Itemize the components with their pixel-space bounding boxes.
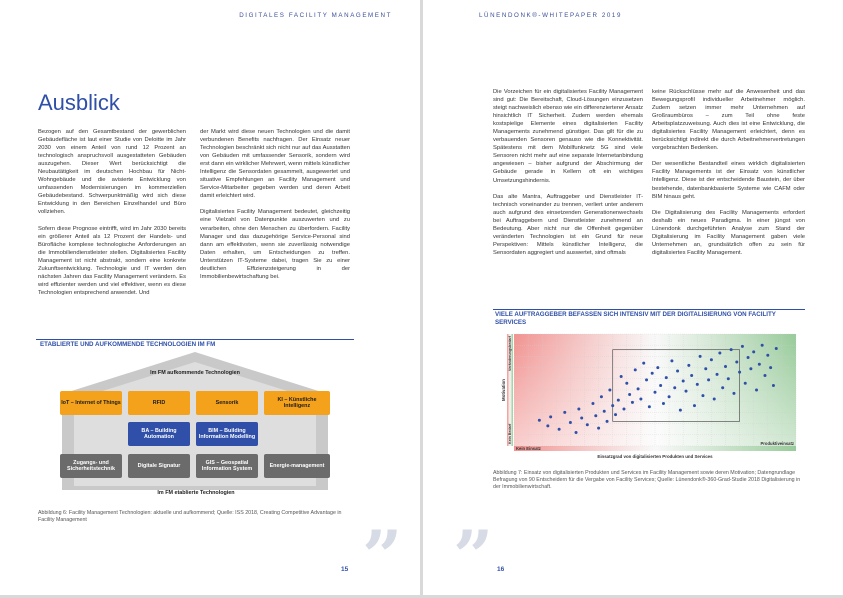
data-point: [606, 420, 609, 423]
data-point: [741, 345, 744, 348]
tech-box-energie: Energie-management: [264, 454, 330, 478]
figure-caption: Abbildung 6: Facility Management Technologien: aktuelle und aufkommend; Quelle: ISS 2018, Creating Competitive Advantage in Facility Management: [38, 510, 342, 523]
data-point: [761, 344, 764, 347]
page-title: Ausblick: [38, 90, 120, 115]
data-point: [701, 394, 704, 397]
running-head-left: DIGITALES FACILITY MANAGEMENT: [239, 12, 392, 19]
data-point: [591, 402, 594, 405]
data-point: [622, 408, 625, 411]
data-point: [645, 378, 648, 381]
data-point: [642, 362, 645, 365]
data-point: [758, 363, 761, 366]
data-point: [656, 366, 659, 369]
tech-box-signatur: Digitale Signatur: [128, 454, 190, 478]
paragraph: der Markt wird diese neuen Technologien und die damit verbundenen Benefits nachfragen. Der Einsatz neuer Technologien beschränkt sich nicht nur auf das Ausstatten von Gebäuden mit umfassender Sensorik, sondern wird erst dann ein wirklicher Mehrwert, wenn mittels künstlicher Intelligenz die Sensordaten gesammelt, ausgewertet und situative Empfehlungen an Facility Management und Service-Mitarbeiter gegeben werden und deren Arbeit damit erleichtert wird.: [200, 129, 350, 200]
data-point: [662, 402, 665, 405]
data-point: [682, 380, 685, 383]
data-point: [716, 373, 719, 376]
tech-box-sensorik: Sensorik: [196, 391, 258, 415]
tech-box-rfid: RFID: [128, 391, 190, 415]
x-start-label: Kein Einsatz: [516, 446, 541, 451]
data-point: [670, 359, 673, 362]
data-point: [617, 399, 620, 402]
data-point: [639, 397, 642, 400]
y-top-label: Veränderungsbedarf: [508, 336, 512, 371]
data-point: [611, 404, 614, 407]
data-point: [763, 374, 766, 377]
tech-box-zugang: Zugangs- und Sicherheitstechnik: [60, 454, 122, 478]
data-point: [628, 393, 631, 396]
data-point: [659, 384, 662, 387]
data-point: [735, 361, 738, 364]
paragraph: Sofern diese Prognose eintrifft, wird im Jahr 2030 bereits ein größerer Anteil als 12 Prozent der Handels- und Bürofläche komplexe technologische Anforderungen an die Immobiliendienstleister stellen. Digitalisiertes Facility Management ist nicht abstrakt, sondern eine konkrete Zukunftsentwicklung. Technologie und IT werden den nächsten Jahren das Facility Management verändern. Es wird effizienter werden und viel effektiver, wenn es diese Technologien entsprechend anwendet. Und: [38, 225, 186, 296]
right-page: [423, 0, 843, 598]
paragraph: Die Vorzeichen für ein digitalisiertes Facility Management sind gut: Die Bereitschaft, Cloud-Lösungen einzusetzen steigt nachweislich ebenso wie ein differenzierterer Ansatz hinsichtlich IT Sicherheit. Zudem werden ehemals kostspielige Elemente eines digitalisierten Facility Managements zunehmend günstiger. Das gilt für die zu verbauenden Sensoren genauso wie die Konnektivität. Spätestens mit dem Mobilfunknetz 5G sind viele Sensoren nicht mehr auf eine separate Internetanbindung angewiesen – bisher aufgrund der Abschirmung der Gebäude gerade in Kellern oft ein wichtiges Umsetzungshindernis.: [493, 89, 643, 184]
data-point: [679, 409, 682, 412]
data-point: [594, 414, 597, 417]
data-point: [546, 424, 549, 427]
data-point: [744, 382, 747, 385]
left-page: [0, 0, 420, 598]
paragraph: Der wesentliche Bestandteil eines wirklich digitalisierten Facility Managements ist der Einsatz von künstlicher Intelligenz. Diese ist der entscheidende Baustein, der über bestehende, datenbankbasierte Systeme wie CAFM oder BIM hinaus geht.: [652, 161, 805, 200]
data-point: [687, 364, 690, 367]
data-point: [586, 423, 589, 426]
data-point: [580, 417, 583, 420]
data-point: [608, 389, 611, 392]
data-point: [693, 404, 696, 407]
data-point: [637, 387, 640, 390]
data-point: [620, 375, 623, 378]
scatter-chart: [500, 332, 800, 462]
left-column-1: [38, 128, 186, 305]
figure-caption: Abbildung 7: Einsatz von digitalisierten Produkten und Services im Facility Management sowie deren Motivation; Datengrundlage Befragung von 90 Entscheidern für die Vergabe von Facility Services; Quelle: Lünendonk®-360-Grad-Studie 2018 Digitalisierung in der Immobilienwirtschaft.: [493, 470, 801, 490]
data-point: [766, 354, 769, 357]
right-column-1: [493, 88, 643, 265]
data-point: [747, 356, 750, 359]
data-point: [600, 395, 603, 398]
tech-box-gis: GIS – Geospatial Information System: [196, 454, 258, 478]
data-point: [727, 377, 730, 380]
x-axis-label: Einsatzgrad von digitalisierten Produkten und Services: [597, 454, 713, 459]
data-point: [569, 421, 572, 424]
tech-box-bim: BIM – Building Information Modelling: [196, 422, 258, 446]
tech-box-iot: IoT – Internet of Things: [60, 391, 122, 415]
data-point: [755, 389, 758, 392]
data-point: [603, 410, 606, 413]
technology-house-diagram: [36, 350, 354, 500]
data-point: [614, 413, 617, 416]
paragraph: Die Digitalisierung des Facility Managements erfordert deshalb ein neues Paradigma. In einer jüngst von Lünendonk durchgeführten Analyse zum Stand der Digitalisierung im Facility Management gaben viele Unternehmen an, grundsätzlich offen zu sein für digitalisiertes Facility Management.: [652, 209, 805, 256]
running-head-right: LÜNENDONK®-WHITEPAPER 2019: [479, 12, 623, 19]
quote-mark-icon: ”: [362, 515, 403, 598]
data-point: [775, 347, 778, 350]
base-label: Im FM etablierte Technologien: [157, 490, 235, 496]
data-point: [749, 367, 752, 370]
paragraph: keine Rückschlüsse mehr auf die Anwesenheit und das Bewegungsprofil individueller Arbeitnehmer möglich. Zudem setzen immer mehr Unternehmen auf Großraumbüros – zum Teil ohne feste Arbeitsplatzzuweisung. Auch dies ist eine Entwicklung, die digitalisiertes Facility Management erleichtert, denn es berücksichtigt indirekt die durch Arbeitnehmervertretungen vorgebrachten Bedenken.: [652, 89, 805, 152]
data-point: [738, 371, 741, 374]
x-end-label: Produktiveinsatz: [760, 441, 794, 446]
figure-title: ETABLIERTE UND AUFKOMMENDE TECHNOLOGIEN IM FM: [40, 341, 216, 348]
data-point: [685, 390, 688, 393]
figure-rule: [493, 309, 805, 310]
data-point: [690, 374, 693, 377]
data-point: [724, 365, 727, 368]
data-point: [634, 368, 637, 371]
figure-rule: [36, 339, 354, 340]
tech-box-ba: BA – Building Automation: [128, 422, 190, 446]
data-point: [563, 411, 566, 414]
data-point: [713, 397, 716, 400]
data-point: [654, 391, 657, 394]
page-number: 16: [497, 566, 505, 573]
data-point: [769, 366, 772, 369]
data-point: [721, 386, 724, 389]
y-bottom-label: Kein Bedarf: [508, 423, 512, 444]
data-point: [575, 431, 578, 434]
data-point: [577, 408, 580, 411]
paragraph: Das alte Mantra, Auftraggeber und Dienstleister IT-technisch voneinander zu trennen, verliert unter anderem auch aufgrund des einsetzenden Generationenwechsels bei Auftraggebern und Dienstleister zunehmend an Bedeutung. Aber nicht nur die Offenheit gegenüber veränderten Technologien ist ein Grund für neue Perspektiven: Mittels künstlicher Intelligenz, die Sensordaten aggregiert und auswertet, sind oftmals: [493, 193, 643, 256]
data-point: [707, 378, 710, 381]
data-point: [651, 372, 654, 375]
scatter-svg: [500, 332, 800, 462]
data-point: [718, 352, 721, 355]
data-point: [732, 392, 735, 395]
data-point: [597, 427, 600, 430]
data-point: [665, 376, 668, 379]
data-point: [668, 395, 671, 398]
paragraph: Digitalisiertes Facility Management bedeutet, gleichzeitig eine Vielzahl von Datenpunkte auszuwerten und zu verarbeiten, ohne den Menschen zu überfordern. Facility Manager und das dazugehörige Service-Personal sind dann am effektivsten, wenn sie zuverlässig notwendige Daten erhalten, um Entscheidungen zu treffen. Unterstützen IT-Systeme dabei, tragen Sie zu einer deutlichen Effizienzsteigerung in der Immobilienbewirtschaftung bei.: [200, 209, 350, 280]
right-column-2: [652, 88, 805, 265]
data-point: [772, 384, 775, 387]
tech-box-ki: KI – Künstliche Intelligenz: [264, 391, 330, 415]
data-point: [631, 401, 634, 404]
page-number: 15: [341, 566, 349, 573]
left-column-2: [200, 128, 350, 289]
x-axis-bar: [514, 446, 796, 451]
data-point: [676, 369, 679, 372]
data-point: [538, 419, 541, 422]
data-point: [752, 350, 755, 353]
y-axis-label: Motivation: [501, 379, 506, 401]
data-point: [673, 386, 676, 389]
data-point: [699, 355, 702, 358]
data-point: [704, 367, 707, 370]
roof-label: Im FM aufkommende Technologien: [150, 370, 240, 376]
figure-title: VIELE AUFTRAGGEBER BEFASSEN SICH INTENSIV MIT DER DIGITALISIERUNG VON FACILITY SERVICES: [495, 311, 776, 326]
paragraph: Bezogen auf den Gesamtbestand der gewerblichen Gebäudefläche ist laut einer Studie von Deloitte im Jahr 2030 von einem Anteil von rund 12 Prozent an technologisch anspruchsvoll ausgestatteten Gebäuden auszugehen. Dieser Wert berücksichtigt die Neubautätigkeit im deutschen Hochbau für Nicht-Wohngebäude und die avisierte Entwicklung von umfassenden Modernisierungen im kommerziellen Gebäudebestand. Schwerpunktmäßig wird sich diese Entwicklung in den Bereichen Einzelhandel und Büro vollziehen.: [38, 129, 186, 216]
data-point: [696, 383, 699, 386]
quote-mark-icon: ”: [453, 515, 494, 598]
data-point: [558, 428, 561, 431]
data-point: [625, 382, 628, 385]
data-point: [549, 415, 552, 418]
data-point: [710, 358, 713, 361]
data-point: [648, 405, 651, 408]
data-point: [730, 348, 733, 351]
